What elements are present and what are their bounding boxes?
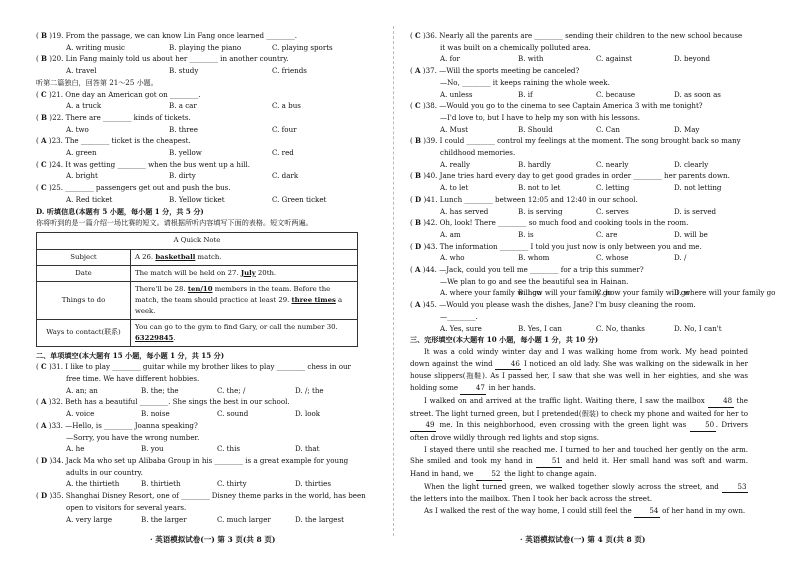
answer-letter: D: [415, 241, 422, 251]
question-text-continued: adults in our country.: [66, 467, 143, 477]
cloze-blank: 46: [495, 358, 521, 371]
question-number: 39: [426, 136, 436, 146]
section-heading: 二、单项填空(本大题有 15 小题，每小题 1 分，共 15 分): [36, 350, 225, 360]
question-stem: ( B )39. I could ________ control my feelings at the moment. The song brought back so many: [410, 136, 741, 146]
question-text: There are ________ kinds of tickets.: [65, 112, 191, 122]
option-a: A. really: [440, 159, 470, 169]
question-text: Lunch ________ between 12:05 and 12:40 in our school.: [439, 194, 638, 204]
question-number: 42: [426, 218, 436, 228]
answer-options: [36, 385, 376, 397]
question-text-continued: —I'd love to, but I have to help my son with his lessons.: [440, 112, 640, 122]
question-number: 34: [52, 455, 62, 465]
answer-options: [36, 100, 376, 112]
passage-paragraph: [410, 444, 748, 481]
option-a: A. Yes, sure: [440, 323, 482, 333]
passage-paragraph: [410, 481, 748, 505]
option-b: B. with: [518, 54, 544, 64]
cloze-blank: 53: [722, 481, 748, 494]
question-text: Lin Fang mainly told us about her ________ in another country.: [65, 54, 289, 64]
option-b: B. thirtieth: [141, 479, 181, 489]
option-b: B. dirty: [169, 171, 196, 181]
question-number: 20: [52, 54, 62, 64]
answer-letter: C: [41, 362, 47, 372]
cloze-blank: 52: [476, 468, 502, 481]
question-number: 22: [52, 112, 62, 122]
option-b: B. how will your family go: [518, 288, 612, 298]
note-value: [131, 281, 358, 319]
option-c: C. playing sports: [272, 42, 333, 52]
passage-text: the street. The light turned green, but I pretended(假装) to check my phone and waited for her to: [410, 395, 749, 418]
passage-text: and held it. Her small hand was soft and warm. Hand in hand, we: [410, 456, 748, 479]
question-stem: ( D )34. Jack Ma who set up Alibaba Group in his ________ is a great example for young: [36, 455, 349, 465]
option-a: A. bright: [66, 171, 98, 181]
answer-options: [410, 206, 748, 218]
option-c: C. four: [272, 124, 297, 134]
passage-text: the letters into the mailbox. Then I took her back across the street.: [410, 494, 653, 504]
option-d: D. the largest: [295, 514, 344, 524]
answer-letter: D: [41, 455, 48, 465]
question-text-continued: —We plan to go and see the beautiful sea in Hainan.: [440, 276, 629, 286]
question-text: Oh, look! There ________ so much food and cooking tools in the room.: [439, 218, 689, 228]
question-stem: ( B )20. Lin Fang mainly told us about her ________ in another country.: [36, 54, 289, 64]
answer-letter: C: [41, 183, 47, 193]
passage-text: When the light turned green, we walked together slowly across the street, and: [424, 481, 722, 491]
option-a: A. where your family will go: [440, 288, 542, 298]
option-d: D. beyond: [674, 54, 711, 64]
question-number: 31: [51, 362, 61, 372]
question-number: 35: [52, 491, 62, 501]
question-number: 45: [425, 300, 435, 310]
question-number: 43: [426, 241, 436, 251]
answer-options: [36, 194, 376, 206]
question-stem: ( C )24. It was getting ________ when the bus went up a hill.: [36, 159, 251, 169]
page-divider: [393, 26, 394, 536]
option-d: D. not letting: [674, 183, 722, 193]
option-a: A. two: [66, 124, 89, 134]
filled-answer: 63229845: [135, 333, 174, 342]
question-stem: ( A )33. —Hello, is ________ Joanna speaking?: [36, 420, 198, 430]
option-b: B. three: [169, 124, 198, 134]
question-text-continued: childhood memories.: [440, 148, 516, 158]
answer-options: [36, 65, 376, 77]
option-c: C. Green ticket: [272, 194, 327, 204]
option-c: C. letting: [596, 183, 630, 193]
question-text: It was getting ________ when the bus went up a hill.: [65, 159, 251, 169]
passage-text: me. In this neighborhood, even crossing with the green light was: [436, 420, 690, 430]
passage-text: of her hand in my own.: [659, 506, 746, 516]
answer-options: [410, 89, 748, 101]
cloze-blank: 49: [410, 419, 436, 432]
option-c: C. because: [596, 89, 636, 99]
left-footer: · 英语模拟试卷(一) 第 3 页(共 8 页): [150, 535, 276, 544]
note-text: There'll be 28.: [135, 284, 188, 293]
right-footer: · 英语模拟试卷(一) 第 4 页(共 8 页): [520, 535, 646, 544]
answer-letter: C: [41, 89, 47, 99]
answer-letter: D: [41, 491, 48, 501]
quick-note-title: A Quick Note: [37, 232, 358, 249]
left-page: [36, 30, 376, 525]
question-number: 19: [52, 31, 62, 40]
option-a: A. green: [66, 148, 97, 158]
answer-options: [36, 478, 376, 490]
question-number: 33: [51, 420, 61, 430]
option-d: D. as soon as: [674, 89, 721, 99]
note-row: [37, 265, 358, 281]
question-text-continued: free time. We have different hobbies.: [66, 374, 200, 384]
option-b: B. playing the piano: [169, 42, 242, 52]
question-stem: ( C )21. One day an American got on ________.: [36, 89, 201, 99]
option-a: A. very large: [66, 514, 113, 524]
question-text: Jack Ma who set up Alibaba Group in his ________ is a great example for young: [65, 455, 349, 465]
option-b: B. if: [518, 89, 533, 99]
question-stem: ( B )19. From the passage, we can know Lin Fang once learned ________.: [36, 31, 297, 40]
question-number: 32: [51, 397, 61, 407]
question-number: 25: [51, 183, 61, 193]
answer-options: [410, 287, 776, 299]
option-c: C. No, thanks: [596, 323, 645, 333]
note-label: Subject: [37, 249, 131, 265]
question-number: 40: [426, 171, 436, 181]
answer-options: [36, 443, 376, 455]
option-a: A. writing music: [66, 42, 126, 52]
option-a: A. a truck: [66, 101, 102, 111]
right-page: [410, 30, 776, 518]
option-a: A. unless: [440, 89, 473, 99]
passage-text: It was a cold windy winter day and I was walking home from work. My head pointed down against the wind: [410, 346, 748, 368]
option-c: C. against: [596, 54, 633, 64]
question-text: I like to play ________ guitar while my brother likes to play ________ chess in our: [65, 362, 351, 372]
option-d: D. will be: [674, 229, 708, 239]
option-c: C. dark: [272, 171, 299, 181]
question-text: The information ________ I told you just now is only between you and me.: [439, 241, 702, 251]
option-d: D. that: [295, 444, 320, 454]
note-value: [131, 319, 358, 346]
question-text-continued: it was built on a chemically polluted area.: [440, 42, 591, 52]
option-d: D. clearly: [674, 159, 709, 169]
answer-letter: B: [415, 218, 422, 228]
note-label: Ways to contact(联系): [37, 319, 131, 346]
option-b: B. hardly: [518, 159, 551, 169]
question-text: The ________ ticket is the cheapest.: [65, 136, 191, 146]
cloze-blank: 54: [634, 505, 660, 518]
option-c: C. serves: [596, 206, 629, 216]
option-d: D. May: [674, 124, 700, 134]
option-a: A. who: [440, 253, 465, 263]
question-stem: ( C )25. ________ passengers get out and push the bus.: [36, 183, 231, 193]
quick-note-table: [36, 232, 358, 347]
cloze-blank: 48: [708, 395, 734, 408]
answer-options: [410, 323, 748, 335]
option-d: D. where will your family go: [674, 288, 776, 298]
listening-instruction: 听第二篇独白，回答第 21～25 小题。: [36, 77, 158, 87]
cloze-blank: 50: [690, 419, 716, 432]
option-a: A. to let: [440, 183, 469, 193]
note-text: You can go to the gym to find Gary, or call the number 30.: [135, 322, 338, 331]
option-b: B. noise: [141, 409, 170, 419]
cloze-blank: 47: [460, 382, 486, 395]
note-value: [131, 249, 358, 265]
cloze-blank: 51: [536, 455, 562, 468]
question-text-continued: —________.: [440, 311, 478, 321]
answer-letter: C: [415, 31, 421, 40]
note-text: A 26.: [135, 252, 156, 261]
option-c: C. nearly: [596, 159, 629, 169]
answer-letter: A: [41, 136, 47, 146]
answer-options: [36, 147, 376, 159]
passage-paragraph: [410, 346, 748, 395]
option-a: A. an; an: [66, 385, 98, 395]
note-text: The match will be held on 27.: [135, 268, 241, 277]
option-c: C. sound: [217, 409, 249, 419]
passage-text: the light to change again.: [501, 469, 597, 479]
passage-text: I stayed there until she reached me. I turned to her and touched her gently on the arm. She smiled and took my hand in: [410, 444, 748, 466]
option-b: B. whom: [518, 253, 550, 263]
answer-options: [36, 514, 376, 526]
answer-options: [410, 252, 748, 264]
option-a: A. Red ticket: [66, 194, 113, 204]
note-label: Things to do: [37, 281, 131, 319]
question-stem: ( A )23. The ________ ticket is the cheapest.: [36, 136, 191, 146]
question-text: —Jack, could you tell me ________ for a trip this summer?: [439, 265, 644, 275]
option-c: C. red: [272, 148, 294, 158]
passage-text: in her hands.: [486, 383, 536, 393]
option-b: B. you: [141, 444, 164, 454]
answer-options: [36, 42, 376, 54]
question-text: From the passage, we can know Lin Fang once learned ________.: [65, 31, 297, 40]
answer-letter: C: [415, 101, 421, 111]
question-text-continued: open to visitors for several years.: [66, 502, 187, 512]
question-stem: ( A )45. —Would you please wash the dishes, Jane? I'm busy cleaning the room.: [410, 300, 696, 310]
question-stem: ( A )44. —Jack, could you tell me ________ for a trip this summer?: [410, 265, 644, 275]
question-text-continued: —No, ________ it keeps raining the whole week.: [440, 77, 610, 87]
question-text: —Hello, is ________ Joanna speaking?: [65, 420, 198, 430]
answer-options: [36, 124, 376, 136]
option-b: B. Yellow ticket: [169, 194, 225, 204]
note-text: match.: [195, 252, 222, 261]
answer-options: [410, 124, 748, 136]
question-text: ________ passengers get out and push the bus.: [65, 183, 231, 193]
answer-options: [410, 229, 748, 241]
question-text: Shanghai Disney Resort, one of ________ Disney theme parks in the world, has been: [65, 491, 366, 501]
note-label: Date: [37, 265, 131, 281]
question-stem: ( B )22. There are ________ kinds of tickets.: [36, 112, 191, 122]
option-c: C. the; /: [217, 385, 246, 395]
answer-options: [410, 53, 748, 65]
cloze-passage: [410, 346, 748, 518]
question-stem: ( C )38. —Would you go to the cinema to see Captain America 3 with me tonight?: [410, 101, 703, 111]
note-row: [37, 319, 358, 346]
option-c: C. Can: [596, 124, 620, 134]
answer-letter: A: [415, 300, 421, 310]
answer-letter: B: [415, 136, 422, 146]
question-number: 44: [425, 265, 435, 275]
option-b: B. the; the: [141, 385, 179, 395]
question-stem: ( A )37. —Will the sports meeting be canceled?: [410, 66, 580, 76]
question-text: Jane tries hard every day to get good grades in order ________ her parents down.: [439, 171, 730, 181]
answer-options: [410, 182, 748, 194]
passage-text: As I walked the rest of the way home, I could still feel the: [424, 506, 634, 516]
question-text: —Would you please wash the dishes, Jane? I'm busy cleaning the room.: [439, 300, 696, 310]
answer-letter: A: [41, 397, 47, 407]
answer-letter: B: [41, 54, 48, 64]
question-stem: ( D )35. Shanghai Disney Resort, one of ________ Disney theme parks in the world, has been: [36, 491, 366, 501]
question-number: 38: [425, 101, 435, 111]
passage-paragraph: [410, 395, 748, 444]
option-c: C. whose: [596, 253, 629, 263]
filled-answer: ten/10: [187, 284, 213, 293]
option-b: B. yellow: [169, 148, 202, 158]
option-a: A. he: [66, 444, 85, 454]
option-a: A. for: [440, 54, 460, 64]
filled-answer: July: [240, 268, 256, 277]
option-b: B. Should: [518, 124, 553, 134]
question-text: I could ________ control my feelings at the moment. The song brought back so many: [439, 136, 741, 146]
question-stem: ( A )32. Beth has a beautiful ________. She sings the best in our school.: [36, 397, 290, 407]
option-c: C. much larger: [217, 514, 271, 524]
option-c: C. friends: [272, 66, 307, 76]
option-c: C. thirty: [217, 479, 247, 489]
passage-text: I noticed an old lady. She was walking on the sidewalk in her house slippers(拖鞋). As I passed her, I saw that she was well in her eighties, and she was holding some: [410, 358, 748, 393]
option-a: A. Must: [440, 124, 468, 134]
question-text: —Will the sports meeting be canceled?: [439, 66, 580, 76]
answer-letter: A: [41, 420, 47, 430]
answer-letter: C: [41, 159, 47, 169]
option-b: B. study: [169, 66, 199, 76]
note-value: [131, 265, 358, 281]
option-b: B. a car: [169, 101, 197, 111]
option-d: D. No, I can't: [674, 323, 722, 333]
option-b: B. not to let: [518, 183, 561, 193]
question-number: 37: [425, 66, 435, 76]
option-c: C. are: [596, 229, 618, 239]
question-number: 23: [51, 136, 61, 146]
note-text: members in the team. Before the match, the team should practice at least 29.: [135, 284, 331, 304]
option-a: A. has served: [440, 206, 489, 216]
passage-paragraph: [410, 505, 748, 518]
option-c: C. how your family will go: [596, 288, 690, 298]
option-d: D. is served: [674, 206, 717, 216]
question-text: Beth has a beautiful ________. She sings the best in our school.: [65, 397, 290, 407]
note-text: a week.: [135, 295, 343, 315]
passage-text: I walked on and arrived at the traffic light. Waiting there, I saw the mailbox: [424, 395, 708, 405]
question-text-continued: —Sorry, you have the wrong number.: [66, 432, 200, 442]
question-text: —Would you go to the cinema to see Captain America 3 with me tonight?: [439, 101, 703, 111]
answer-letter: B: [415, 171, 422, 181]
question-number: 36: [425, 31, 435, 40]
note-text: .: [173, 333, 176, 342]
option-b: B. Yes, I can: [518, 323, 562, 333]
option-a: A. voice: [66, 409, 95, 419]
question-number: 21: [51, 89, 61, 99]
answer-letter: A: [415, 265, 421, 275]
answer-options: [410, 159, 748, 171]
option-a: A. travel: [66, 66, 97, 76]
option-d: D. look: [295, 409, 321, 419]
option-c: C. this: [217, 444, 241, 454]
question-stem: ( D )43. The information ________ I told you just now is only between you and me.: [410, 241, 702, 251]
question-stem: ( B )40. Jane tries hard every day to get good grades in order ________ her parents down.: [410, 171, 730, 181]
question-stem: ( C )36. Nearly all the parents are ________ sending their children to the new school because: [410, 31, 743, 40]
filled-answer: basketball: [155, 252, 196, 261]
question-stem: ( B )42. Oh, look! There ________ so much food and cooking tools in the room.: [410, 218, 689, 228]
note-text: 20th.: [255, 268, 277, 277]
answer-letter: B: [41, 31, 48, 40]
option-a: A. am: [440, 229, 461, 239]
question-stem: ( D )41. Lunch ________ between 12:05 and 12:40 in our school.: [410, 194, 638, 204]
section-instruction: 你将听到的是一篇介绍一场比赛的短文。请根据所听内容填写下面的表格。短文听两遍。: [36, 218, 313, 228]
filled-answer: three times: [291, 295, 336, 304]
question-number: 24: [51, 159, 61, 169]
passage-text: . Drivers often drove wildly through red lights and stop signs.: [410, 420, 748, 442]
note-row: [37, 249, 358, 265]
option-d: D. /; the: [295, 385, 324, 395]
option-d: D. thirties: [295, 479, 331, 489]
answer-letter: A: [415, 66, 421, 76]
option-b: B. is serving: [518, 206, 563, 216]
answer-letter: D: [415, 194, 422, 204]
question-stem: ( C )31. I like to play ________ guitar while my brother likes to play ________ chess in our: [36, 362, 351, 372]
answer-options: [36, 408, 376, 420]
answer-options: [36, 170, 376, 182]
section-heading: 三、完形填空(本大题有 10 小题，每小题 1 分，共 10 分): [410, 335, 599, 345]
section-heading: D. 听填信息(本题有 5 小题，每小题 1 分，共 5 分): [36, 206, 204, 216]
question-text: Nearly all the parents are ________ sending their children to the new school because: [439, 31, 743, 40]
note-row: [37, 281, 358, 319]
answer-letter: B: [41, 112, 48, 122]
question-text: One day an American got on ________.: [65, 89, 201, 99]
option-b: B. the larger: [141, 514, 187, 524]
option-d: D. /: [674, 253, 687, 263]
option-a: A. the thirtieth: [66, 479, 120, 489]
question-number: 41: [426, 194, 436, 204]
option-c: C. a bus: [272, 101, 301, 111]
option-b: B. is: [518, 229, 534, 239]
